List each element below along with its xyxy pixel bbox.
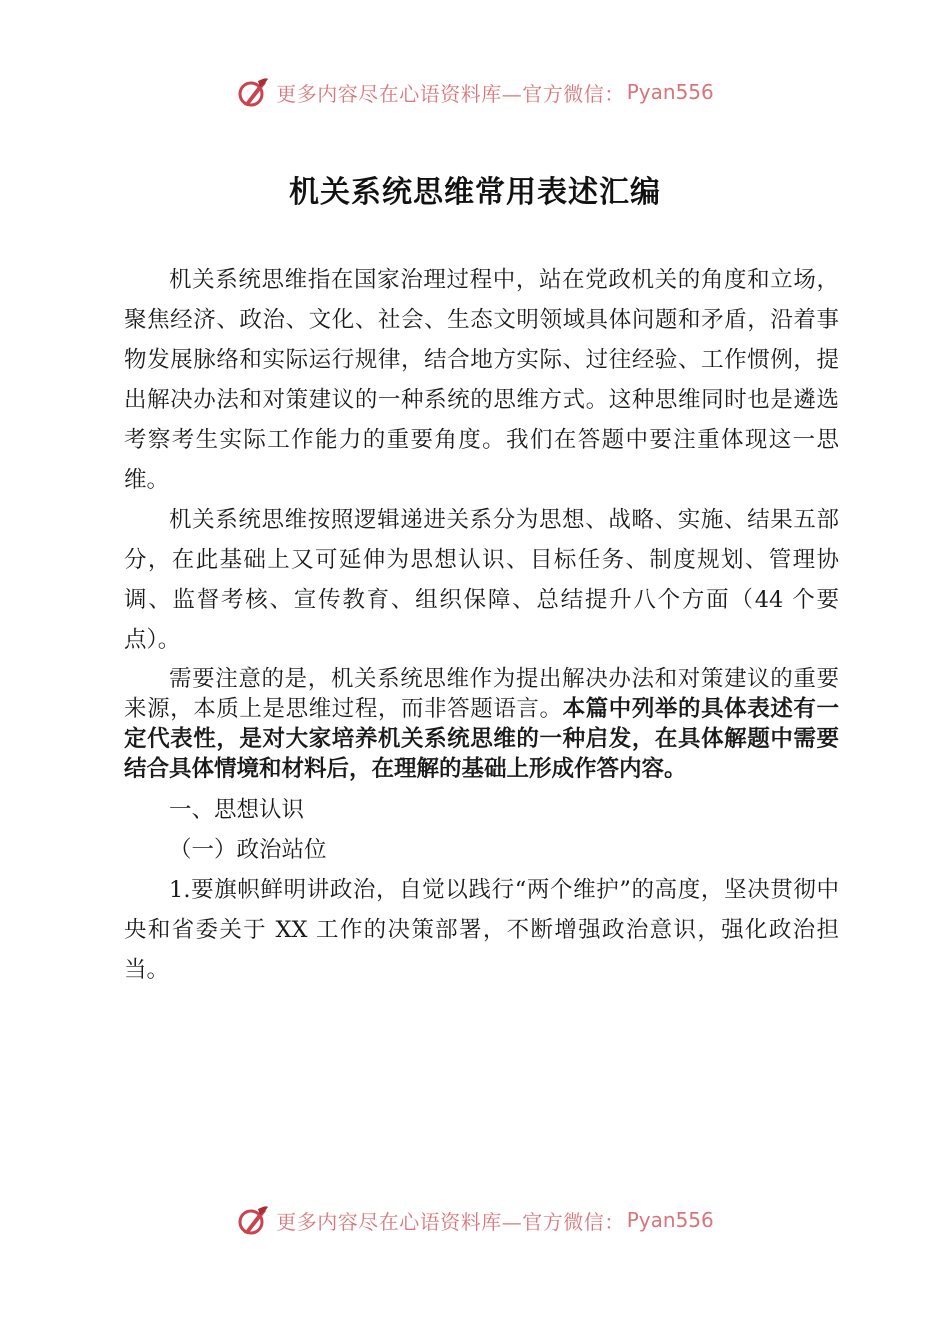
- document-title: 机关系统思维常用表述汇编: [289, 175, 661, 210]
- banner-wechat-id: Pyan556: [626, 1208, 714, 1232]
- note-bold-text: 本篇中列举的具体表述有一定代表性，是对大家培养机关系统思维的一种启发，在具体解题中需要结合具体情境和材料后，在理解的基础上形成作答内容。: [124, 696, 839, 782]
- subsection-heading: （一）政治站位: [169, 837, 327, 863]
- quill-logo-icon: [236, 1203, 270, 1237]
- header-banner: [0, 72, 950, 112]
- paragraph-structure: 机关系统思维按照逻辑递进关系分为思想、战略、实施、结果五部分，在此基础上又可延伸为思想认识、目标任务、制度规划、管理协调、监督考核、宣传教育、组织保障、总结提升八个方面（44 个要点）。: [124, 507, 839, 653]
- section-heading: 一、思想认识: [169, 797, 305, 823]
- paragraph-note: [124, 664, 839, 784]
- footer-banner: [0, 1200, 950, 1240]
- banner-text: 更多内容尽在心语资料库—官方微信：: [276, 1209, 625, 1234]
- note-normal-text: 需要注意的是，机关系统思维作为提出解决办法和对策建议的重要来源，本质上是思维过程，而非答题语言。: [124, 666, 839, 722]
- banner-text: 更多内容尽在心语资料库—官方微信：: [276, 81, 625, 106]
- paragraph-intro: 机关系统思维指在国家治理过程中，站在党政机关的角度和立场，聚焦经济、政治、文化、社会、生态文明领域具体问题和矛盾，沿着事物发展脉络和实际运行规律，结合地方实际、过往经验、工作惯例，提出解决办法和对策建议的一种系统的思维方式。这种思维同时也是遴选考察考生实际工作能力的重要角度。我们在答题中要注重体现这一思维。: [124, 267, 839, 493]
- banner-wechat-id: Pyan556: [626, 80, 714, 104]
- document-body: [124, 260, 839, 990]
- quill-logo-icon: [236, 75, 270, 109]
- list-item: 1.要旗帜鲜明讲政治，自觉以践行“两个维护”的高度，坚决贯彻中央和省委关于 XX 工作的决策部署，不断增强政治意识，强化政治担当。: [124, 877, 839, 983]
